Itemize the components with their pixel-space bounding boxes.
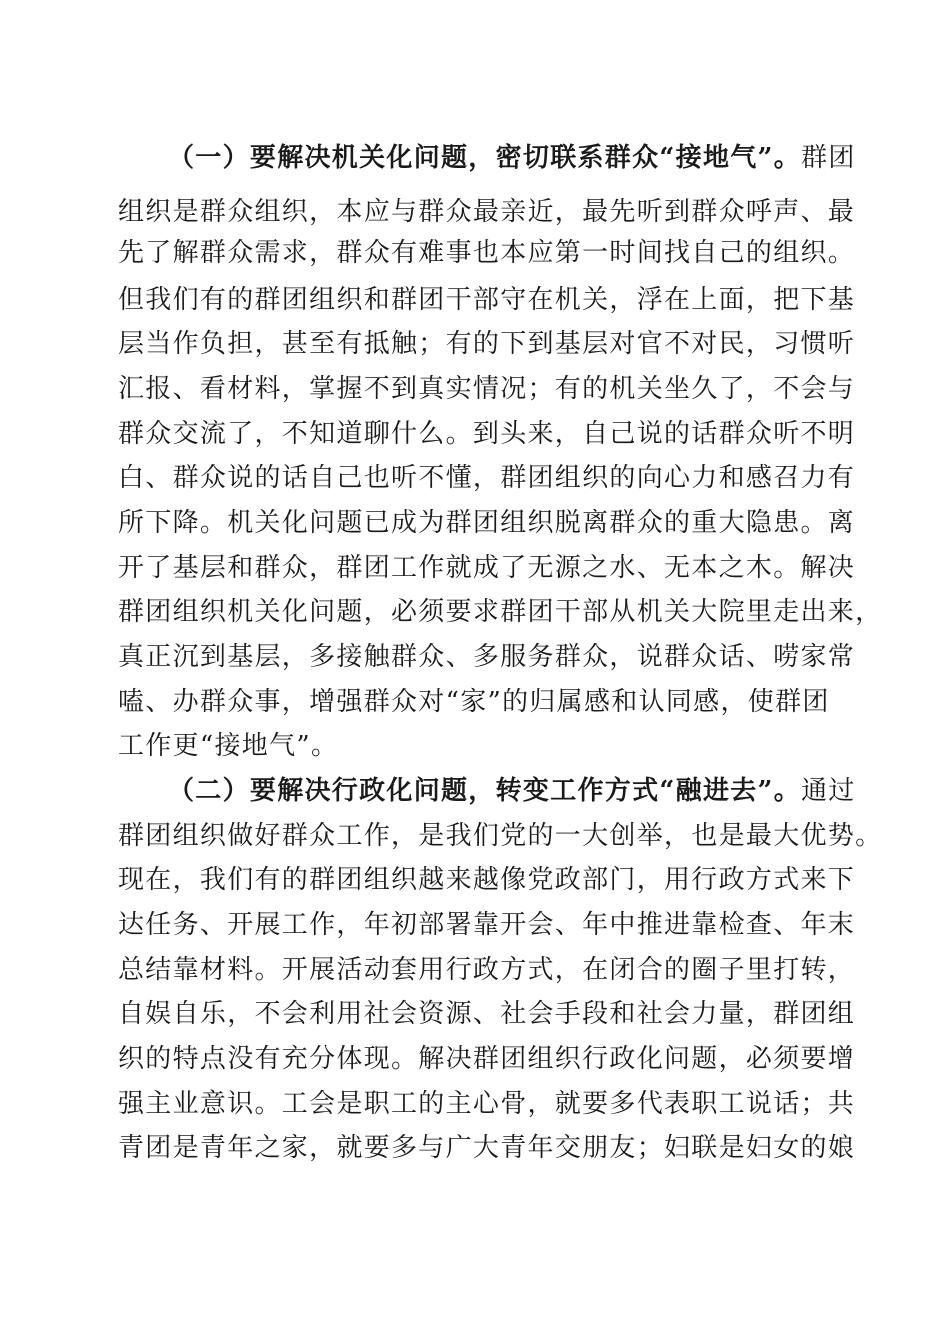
paragraph-2-line: 总结靠材料。开展活动套用行政方式，在闭合的圈子里打转， (118, 955, 856, 985)
paragraph-2-line: 织的特点没有充分体现。解决群团组织行政化问题，必须要增 (118, 1044, 856, 1074)
section-heading-1: （一）要解决机关化问题，密切联系群众“接地气”。 (168, 143, 802, 173)
paragraph-1-line: 群众交流了，不知道聊什么。到头来，自己说的话群众听不明 (118, 419, 856, 449)
paragraph-2-line: 自娱自乐，不会利用社会资源、社会手段和社会力量，群团组 (118, 999, 856, 1029)
paragraph-2-line: 现在，我们有的群团组织越来越像党政部门，用行政方式来下 (118, 865, 856, 895)
paragraph-1-line: 先了解群众需求，群众有难事也本应第一时间找自己的组织。 (118, 238, 856, 268)
paragraph-1-line: 所下降。机关化问题已成为群团组织脱离群众的重大隐患。离 (118, 508, 856, 538)
paragraph-1-line: 真正沉到基层，多接触群众、多服务群众，说群众话、唠家常 (118, 642, 856, 672)
paragraph-1-line: 层当作负担，甚至有抵触；有的下到基层对官不对民，习惯听 (118, 329, 856, 359)
paragraph-2-line: 群团组织做好群众工作，是我们党的一大创举，也是最大优势。 (118, 821, 883, 851)
paragraph-2-first-line-rest: 通过 (801, 776, 856, 806)
paragraph-1-line: 开了基层和群众，群团工作就成了无源之水、无本之木。解决 (118, 553, 856, 583)
section-heading-2: （二）要解决行政化问题，转变工作方式“融进去”。 (168, 776, 802, 806)
paragraph-1-line: 汇报、看材料，掌握不到真实情况；有的机关坐久了，不会与 (118, 374, 856, 404)
paragraph-1-line: 白、群众说的话自己也听不懂，群团组织的向心力和感召力有 (118, 463, 856, 493)
paragraph-1-line: 但我们有的群团组织和群团干部守在机关，浮在上面，把下基 (118, 285, 856, 315)
paragraph-2-first-line (168, 773, 856, 809)
paragraph-1-first-line (168, 140, 856, 176)
paragraph-2-line: 达任务、开展工作，年初部署靠开会、年中推进靠检查、年末 (118, 910, 856, 940)
paragraph-2-line: 青团是青年之家，就要多与广大青年交朋友；妇联是妇女的娘 (118, 1133, 856, 1163)
paragraph-2-line: 强主业意识。工会是职工的主心骨，就要多代表职工说话；共 (118, 1089, 856, 1119)
paragraph-1-line: 组织是群众组织，本应与群众最亲近，最先听到群众呼声、最 (118, 197, 856, 227)
paragraph-1-first-line-rest: 群团 (801, 143, 856, 173)
paragraph-1-line: 嗑、办群众事，增强群众对“家”的归属感和认同感，使群团 (118, 687, 830, 717)
paragraph-1-line: 工作更“接地气”。 (118, 731, 339, 761)
paragraph-1-line: 群团组织机关化问题，必须要求群团干部从机关大院里走出来， (118, 597, 883, 627)
